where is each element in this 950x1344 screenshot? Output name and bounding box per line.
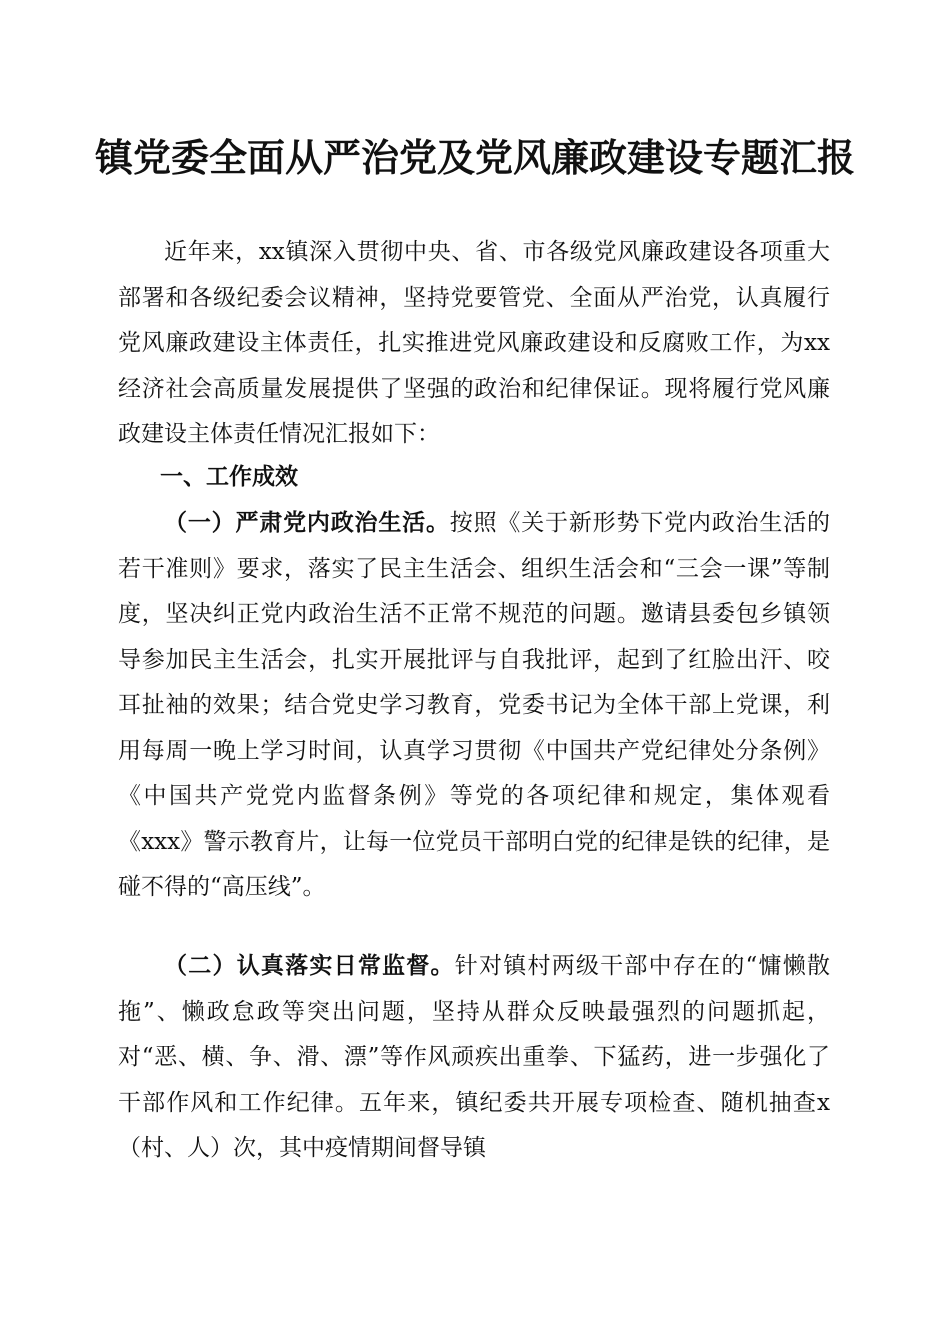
section-heading: 一、工作成效: [160, 464, 298, 490]
item-text: 按照《关于新形势下党内政治生活的若干准则》要求，落实了民主生活会、组织生活会和“三会一课”等制度，坚决纠正党内政治生活不正常不规范的问题。邀请县委包乡镇领导参加民主生活会，扎实开展批评与自我批评，起到了红脸出汗、咬耳扯袖的效果；结合党史学习教育，党委书记为全体干部上党课，利用每周一晚上学习时间，认真学习贯彻《中国共产党纪律处分条例》《中国共产党党内监督条例》等党的各项纪律和规定，集体观看《xxx》警示教育片，让每一位党员干部明白党的纪律是铁的纪律，是碰不得的“高压线”。: [118, 510, 831, 900]
item-lead: （一）严肃党内政治生活。: [164, 509, 450, 536]
section-item-paragraph: [118, 943, 830, 1172]
section-item-paragraph: [118, 500, 830, 911]
intro-paragraph: 近年来，xx镇深入贯彻中央、省、市各级党风廉政建设各项重大部署和各级纪委会议精神，坚持党要管党、全面从严治党，认真履行党风廉政建设主体责任，扎实推进党风廉政建设和反腐败工作，为xx经济社会高质量发展提供了坚强的政治和纪律保证。现将履行党风廉政建设主体责任情况汇报如下：: [118, 239, 830, 447]
item-text: 针对镇村两级干部中存在的“慵懒散拖”、懒政怠政等突出问题，坚持从群众反映最强烈的问题抓起，对“恶、横、争、滑、漂”等作风顽疾出重拳、下猛药，进一步强化了干部作风和工作纪律。五年来，镇纪委共开展专项检查、随机抽查x（村、人）次，其中疫情期间督导镇: [118, 953, 831, 1161]
item-lead: （二）认真落实日常监督。: [164, 952, 455, 979]
document-title: 镇党委全面从严治党及党风廉政建设专题汇报: [94, 135, 855, 180]
